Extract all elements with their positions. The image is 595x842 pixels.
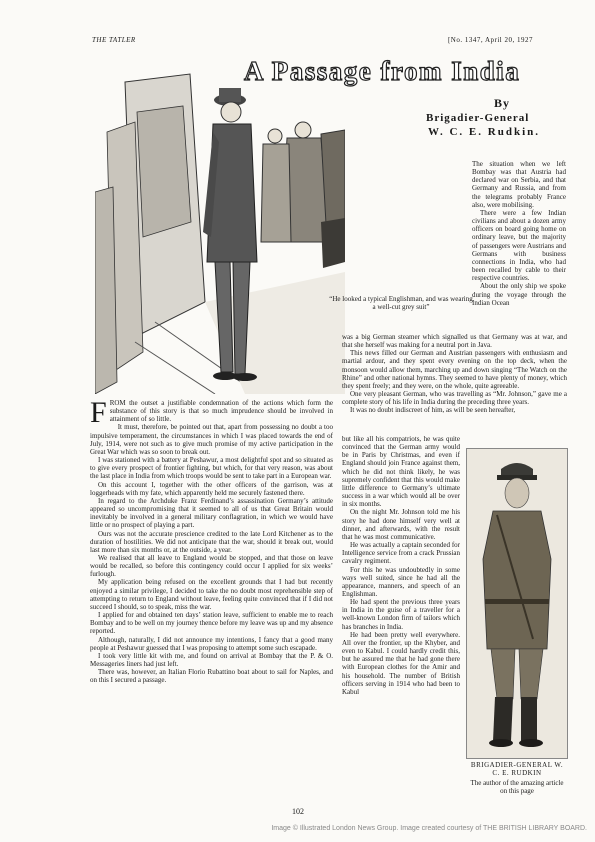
paragraph: but like all his compatriots, he was quite convinced that the German army would be in Paris by Christmas, and even if England should join France against them, which he did not think likely, he was supremely confident that this would make little difference to Germany’s ultimate success in a war which would all be over in six months. [342, 435, 460, 509]
photo-caption-name: BRIGADIER-GENERAL W. C. E. RUDKIN [470, 761, 564, 777]
article-title: A Passage from India [244, 56, 521, 86]
drop-cap: F [90, 396, 107, 429]
paragraph: There was, however, an Italian Florio Rubattino boat about to sail for Naples, and on this I secured a passage. [90, 668, 333, 685]
paragraph: was a big German steamer which signalled us that Germany was at war, and that she herself was making for a neutral port in Java. [342, 333, 567, 350]
paragraph: It must, therefore, be pointed out that, apart from possessing no doubt a too impulsive temperament, the circumstances in which I was placed towards the end of July, 1914, were not such as to give much promise of my active participation in the Great War which was so soon to break out. [90, 423, 333, 456]
opening-text: ROM the outset a justifiable condemnation of the actions which form the substance of this story is that so much imprudence should be involved in attainment of so little. [109, 399, 333, 424]
paragraph: One very pleasant German, who was travelling as “Mr. Johnson,” gave me a complete story of his life in India during the preceding three years. [342, 390, 567, 407]
paragraph: This news filled our German and Austrian passengers with enthusiasm and martial ardour, and they spent every evening on the top deck, when the monsoon would allow them, marching up and down singing “The Watch on the Rhine” and other national hymns. They seemed to have plenty of money, which they spent freely; and they were, on the whole, quite agreeable. [342, 349, 567, 390]
page-number: 102 [292, 807, 304, 816]
officer-portrait-photo [466, 448, 568, 759]
running-header-issue: [No. 1347, April 20, 1927 [447, 36, 533, 44]
paragraph: My application being refused on the excellent grounds that I had but recently enjoyed a similar privilege, I decided to take the no doubt most reprehensible step of attempting to return to England without leave, feeling quite convinced that if I did not succeed I should, so to speak, miss the war. [90, 578, 333, 611]
right-column-narrow [342, 435, 460, 696]
byline-rank: Brigadier-General [426, 112, 530, 124]
railway-carriage-passengers-illustration [95, 72, 345, 394]
right-column-wide [342, 333, 567, 415]
left-column [90, 396, 333, 685]
paragraph: I took very little kit with me, and found on arrival at Bombay that the P. & O. Messageries liners had just left. [90, 651, 333, 668]
paragraph: About the only ship we spoke during the voyage through the Indian Ocean [472, 282, 566, 307]
right-column-top [472, 160, 566, 307]
opening-paragraph [90, 396, 333, 429]
paragraph: For this he was undoubtedly in some ways well suited, since he had all the appearance, manners, and speech of an Englishman. [342, 565, 460, 598]
running-header-title: THE TATLER [92, 36, 136, 44]
illustration-caption: “He looked a typical Englishman, and was wearing a well-cut grey suit” [329, 295, 473, 311]
paragraph: He had been pretty well everywhere. All over the frontier, up the Khyber, and even to Kabul. I could hardly credit this, but he assured me that he had gone there with European clothes for the Amir and his household. The number of British officers serving in 1914 who had been to Kabul [342, 630, 460, 696]
paragraph: He had spent the previous three years in India in the guise of a traveller for a well-known London firm of tailors which has branches in India. [342, 598, 460, 631]
paragraph: We realised that all leave to England would be stopped, and that those on leave would be recalled, so before this contingency could occur I applied for six weeks’ furlough. [90, 553, 333, 579]
byline-by: By [494, 96, 511, 110]
paragraph: On the night Mr. Johnson told me his story he had done himself very well at dinner, and afterwards, with the result that he was most communicative. [342, 508, 460, 541]
paragraph: In regard to the Archduke Franz Ferdinand’s assassination Germany’s attitude appeared so uncompromising that it seemed to all of us that Great Britain would inevitably be involved in a general military conflagration, in which we would have little or no prospect of playing a part. [90, 496, 333, 530]
paragraph: There were a few Indian civilians and about a dozen army officers on board going home on ordinary leave, but the majority of passengers were Austrians and Germans with business connections in India, who had been recalled by cable to their respective countries. [472, 208, 566, 283]
paragraph: I applied for and obtained ten days’ station leave, sufficient to enable me to reach Bombay and to be well on my journey thence before my leave was up and my absence reported. [90, 611, 333, 636]
paragraph: The situation when we left Bombay was that Austria had declared war on Serbia, and that Germany and Russia, and from the telegrams probably France also, were mobilising. [472, 160, 566, 209]
paragraph: On this account I, together with the other officers of the garrison, was at loggerheads with my fate, which apparently held me securely fastened there. [90, 480, 333, 497]
paragraph: He was actually a captain seconded for Intelligence service from a crack Prussian cavalry regiment. [342, 541, 460, 566]
byline-name: W. C. E. Rudkin. [428, 126, 540, 138]
photo-caption-description: The author of the amazing article on this page [470, 779, 564, 795]
paragraph: It was no doubt indiscreet of him, as will be seen hereafter, [350, 406, 516, 415]
officer-portrait-icon [467, 449, 567, 758]
image-credit: Image © Illustrated London News Group. Image created courtesy of THE BRITISH LIBRARY BOARD. [271, 825, 587, 832]
paragraph: Ours was not the accurate prescience credited to the late Lord Kitchener as to the duration of hostilities. We did not anticipate that the war, should it break out, would last more than six months or, at the outside, a year. [90, 529, 333, 554]
paragraph: Although, naturally, I did not announce my intentions, I fancy that a good many people at Peshawur guessed that I was proposing to attempt some such escapade. [90, 635, 333, 652]
paragraph: I was stationed with a battery at Peshawur, a most delightful spot and so situated as to give every prospect of frontier fighting, but which, for that very reason, was about the last place in India from which troops would be sent to take part in a European war. [90, 456, 333, 481]
